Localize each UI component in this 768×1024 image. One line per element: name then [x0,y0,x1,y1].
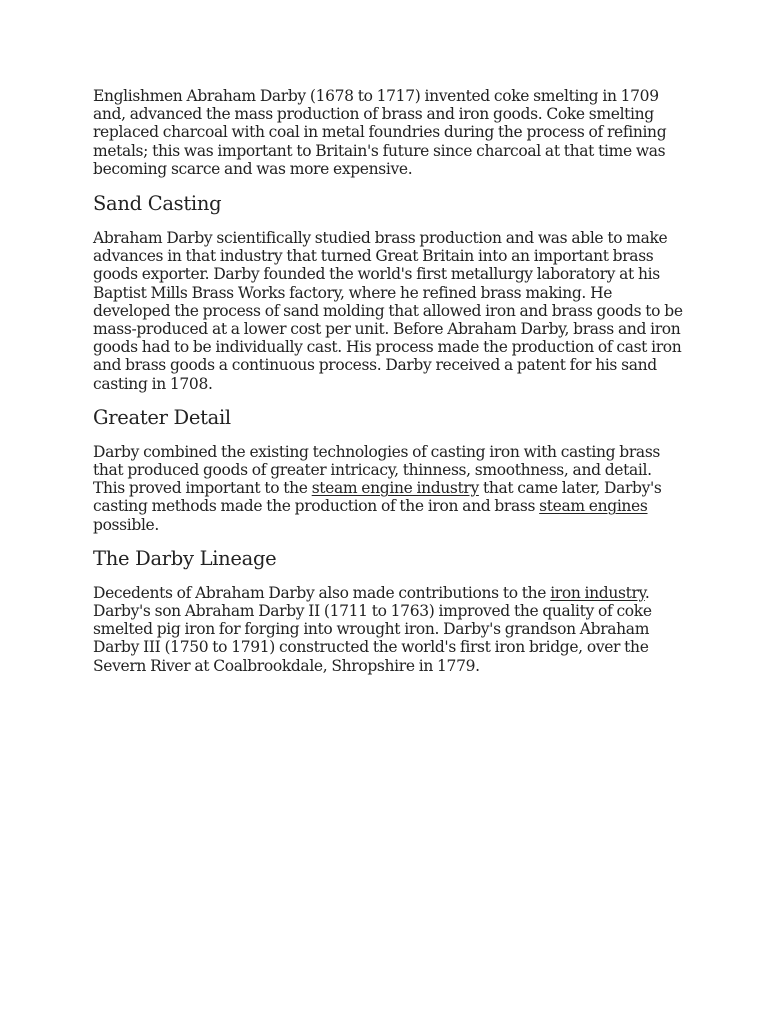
greater-detail-heading: Greater Detail [93,405,231,429]
sand-casting-heading: Sand Casting [93,192,222,216]
darby-lineage-text-1: Decedents of Abraham Darby also made contributions to the [93,583,551,602]
steam-engines-link[interactable]: steam engines [539,497,648,516]
greater-detail-paragraph [93,443,683,534]
document-body [93,87,683,675]
greater-detail-text-3: possible. [93,515,159,534]
darby-lineage-text-2: . Darby's son Abraham Darby II (1711 to 1763) improved the quality of coke smelted pig iron for forging into wrought iron. Darby's grandson Abraham Darby III (1750 to 1791) constructed the world's first iron bridge, over the Severn River at Coalbrookdale, Shropshire in 1779. [93,583,652,675]
greater-detail-text-2: that came later, Darby's casting methods made the production of the iron and brass [93,479,662,516]
steam-engine-industry-link[interactable]: steam engine industry [311,479,479,498]
greater-detail-text-1: Darby combined the existing technologies of casting iron with casting brass that produced goods of greater intricacy, thinness, smoothness, and detail. This proved important to the [93,442,661,498]
intro-paragraph: Englishmen Abraham Darby (1678 to 1717) invented coke smelting in 1709 and, advanced the mass production of brass and iron goods. Coke smelting replaced charcoal with coal in metal foundries during the process of refining metals; this was important to Britain's future since charcoal at that time was becoming scarce and was more expensive. [93,87,667,178]
iron-industry-link[interactable]: iron industry [550,583,645,602]
sand-casting-paragraph: Abraham Darby scientifically studied brass production and was able to make advances in that industry that turned Great Britain into an important brass goods exporter. Darby founded the world's first metallurgy laboratory at his Baptist Mills Brass Works factory, where he refined brass making. He developed the process of sand molding that allowed iron and brass goods to be mass-produced at a lower cost per unit. Before Abraham Darby, brass and iron goods had to be individually cast. His process made the production of cast iron and brass goods a continuous process. Darby received a patent for his sand casting in 1708. [93,229,683,393]
darby-lineage-heading: The Darby Lineage [93,546,277,570]
darby-lineage-paragraph [93,584,683,675]
